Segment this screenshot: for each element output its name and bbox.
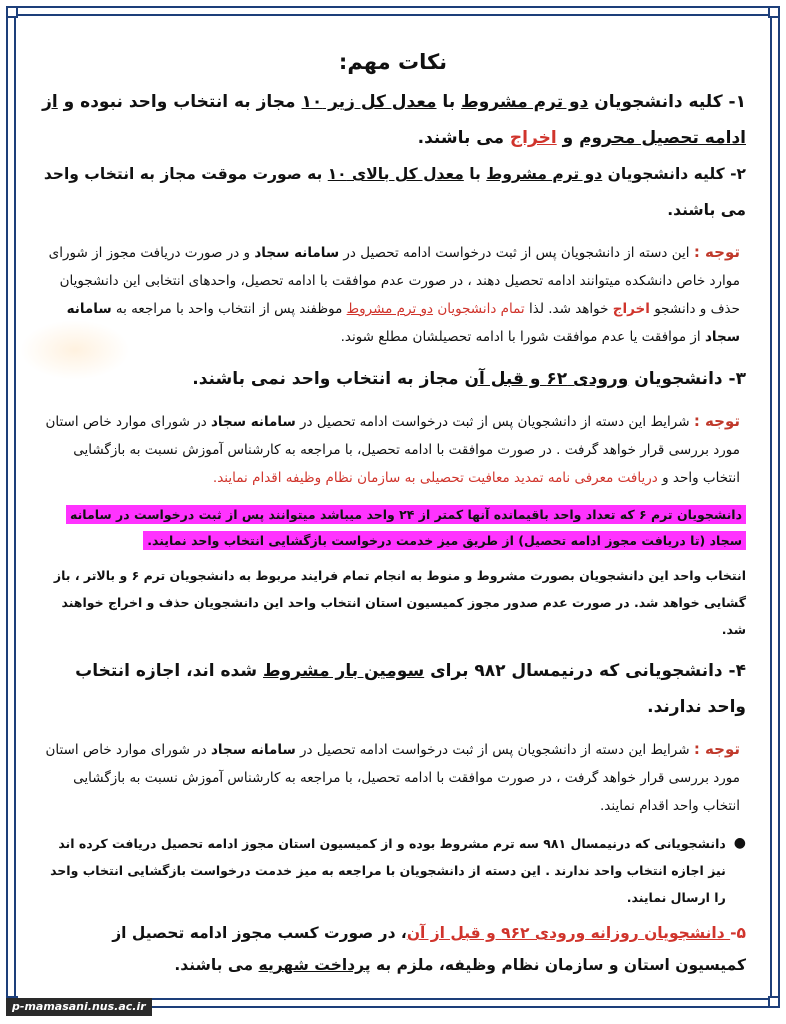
item-1 (40, 84, 746, 156)
text: مجاز به انتخاب واحد نمی باشند. (192, 369, 465, 389)
text: می باشند. (417, 128, 510, 148)
text: پرداخت شهریه (258, 956, 371, 974)
text: موظفند پس از انتخاب واحد با مراجعه به (111, 301, 347, 317)
text: از موافقت یا عدم موافقت شورا با ادامه تحصیلشان مطلع شوند. (340, 329, 705, 345)
item-number: ۲- (730, 165, 746, 183)
text: دو ترم مشروط (486, 165, 603, 183)
bullet-item (40, 830, 746, 911)
text: دو ترم مشروط (346, 301, 434, 317)
item-number: ۳- (728, 369, 746, 389)
text: در شورای موارد خاص استان مورد بررسی قرار خواهد گرفت ، در صورت موافقت با ادامه تحصیل، با مراجعه به کارشناس آموزش نسبت به بازگشایی انتخاب واحد اقدام نمایند. (45, 742, 740, 814)
text: سامانه سجاد (254, 245, 340, 261)
text: در شورای موارد خاص استان مورد بررسی قرار خواهد گرفت . در صورت موافقت با ادامه تحصیل، با مراجعه به کارشناس آموزش نسبت به بازگشایی انتخاب واحد و (45, 414, 740, 486)
text: و (556, 128, 580, 148)
highlighted-text: دانشجویان ترم ۶ که تعداد واحد باقیمانده آنها کمتر از ۲۴ واحد میباشد میتوانند پس از ثبت درخواست در سامانه سجاد (تا دریافت مجوز ادامه تحصیل) از طریق میز خدمت درخواست بازگشایی انتخاب واحد نمایند. (66, 505, 746, 550)
text: دانشجویانی که درنیمسال ۹۸۲ برای (424, 661, 729, 681)
text: اخراج (612, 301, 650, 317)
highlight-block (40, 502, 746, 554)
text: با (436, 92, 462, 112)
text: معدل کل بالای ۱۰ (327, 165, 464, 183)
text: دانشجویان روزانه ورودی ۹۶۲ و قبل از آن (406, 924, 731, 942)
text: کلیه دانشجویان (588, 92, 729, 112)
text: دانشجویان (628, 369, 729, 389)
text: شرایط این دسته از دانشجویان پس از ثبت درخواست ادامه تحصیل در (295, 742, 694, 758)
text: سامانه سجاد (66, 301, 740, 345)
corner-ornament (6, 6, 18, 18)
text: و در صورت دریافت مجوز از شورای موارد خاص دانشکده میتوانند ادامه تحصیل دهند ، در صورت عدم موافقت با ادامه تحصیل، واحدهای انتخابی این دانشجویان حذف و دانشجو (48, 245, 740, 317)
text: می باشند. (174, 956, 259, 974)
item-4 (40, 653, 746, 725)
text: دریافت معرفی نامه تمدید معافیت تحصیلی به سازمان نظام وظیفه اقدام نمایند. (212, 470, 658, 486)
item-number: ۴- (728, 661, 746, 681)
note-4 (40, 735, 740, 820)
text: سومین بار مشروط (263, 661, 425, 681)
text: از ادامه تحصیل محروم (42, 92, 746, 148)
item-3 (40, 361, 746, 397)
text: به صورت موقت مجاز به انتخاب واحد می باشند. (43, 165, 746, 219)
text: با (463, 165, 487, 183)
text: دو ترم مشروط (461, 92, 589, 112)
corner-ornament (768, 6, 780, 18)
text: خواهد شد. لذا (524, 301, 613, 317)
document-body (40, 50, 746, 981)
text: کلیه دانشجویان (602, 165, 731, 183)
bullet-text: دانشجویانی که درنیمسال ۹۸۱ سه ترم مشروط بوده و از کمیسیون استان مجوز ادامه تحصیل دریافت کرده اند نیز اجازه انتخاب واحد ندارند . این دسته از دانشجویان با مراجعه به میز خدمت درخواست بازگشایی انتخاب واحد را ارسال نمایند. (50, 836, 726, 905)
text: تمام دانشجویان (437, 301, 525, 317)
corner-ornament (768, 996, 780, 1008)
page-title: نکات مهم: (338, 50, 448, 74)
item-5 (40, 917, 746, 981)
text: اخراج (509, 128, 557, 148)
text: ورودی ۶۲ و قبل آن (464, 369, 629, 389)
note-1 (40, 238, 740, 351)
bullet-icon: ● (733, 835, 746, 851)
text: سامانه سجاد (211, 742, 296, 758)
item-number: ۱- (728, 92, 746, 112)
text: شده اند، اجازه انتخاب واحد ندارند. (75, 661, 746, 717)
text: مجاز به انتخاب واحد نبوده و (57, 92, 302, 112)
note-2 (40, 407, 740, 492)
text: ، در صورت کسب مجوز ادامه تحصیل از کمیسیون استان و سازمان نظام وظیفه، ملزم به (112, 924, 746, 974)
note-label: توجه : (693, 740, 740, 758)
note-label: توجه : (693, 243, 740, 261)
text: این دسته از دانشجویان پس از ثبت درخواست ادامه تحصیل در (339, 245, 694, 261)
site-watermark: p-mamasani.nus.ac.ir (6, 998, 152, 1016)
text: سامانه سجاد (211, 414, 296, 430)
item-number: ۵- (730, 924, 746, 942)
item-2 (40, 156, 746, 228)
note-3: انتخاب واحد این دانشجویان بصورت مشروط و منوط به انجام تمام فرایند مربوط به دانشجویان ترم ۶ و بالاتر ، باز گشایی خواهد شد. در صورت عدم صدور مجوز کمیسیون استان انتخاب واحد این دانشجویان حذف و اخراج خواهند شد. (53, 568, 746, 637)
text: معدل کل زیر ۱۰ (301, 92, 437, 112)
note-label: توجه : (693, 412, 740, 430)
text: شرایط این دسته از دانشجویان پس از ثبت درخواست ادامه تحصیل در (295, 414, 694, 430)
